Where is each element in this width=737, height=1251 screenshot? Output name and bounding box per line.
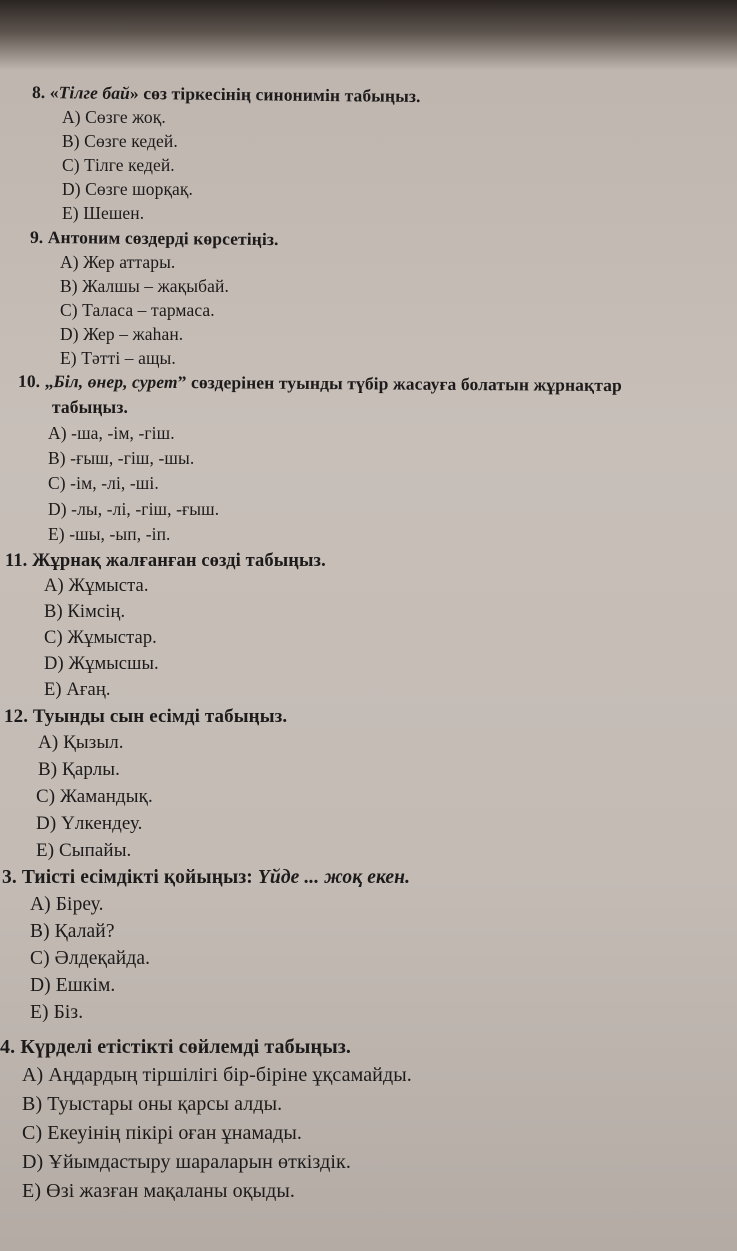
question-text-continued: табыңыз. <box>52 397 128 417</box>
option-b: B) Сөзге кедей. <box>62 131 178 151</box>
option-e: E) -шы, -ып, -іп. <box>48 524 171 544</box>
option-e: E) Шешен. <box>62 203 145 223</box>
option-a: A) Жұмыста. <box>44 576 149 596</box>
option-a: A) -ша, -ім, -гіш. <box>48 423 175 443</box>
option-c: C) Тілге кедей. <box>62 155 175 175</box>
quoted-phrase: Үйде ... жоқ екен. <box>257 867 411 888</box>
option-d: D) Ешкім. <box>30 975 116 996</box>
question-text: 10. „Біл, өнер, сурет” сөздерінен туынды түбір жасауға болатын жұрнақтар <box>17 370 622 396</box>
option-a: A) Жер аттары. <box>60 252 176 272</box>
question-number: 3. <box>2 867 17 888</box>
page-shadow <box>0 0 737 70</box>
option-e: E) Тәтті – ащы. <box>60 348 176 368</box>
option-a: A) Біреу. <box>30 894 104 915</box>
quoted-phrase: Тілге бай <box>58 82 131 103</box>
option-d: D) Ұйымдастыру шараларын өткіздік. <box>22 1151 351 1173</box>
option-d: D) Жер – жаһан. <box>60 324 184 344</box>
option-d: D) Сөзге шорқақ. <box>62 179 193 199</box>
question-number: 11. <box>5 551 28 571</box>
option-a: A) Аңдардың тіршілігі бір-біріне ұқсамайды. <box>22 1064 412 1086</box>
option-b: B) Жалшы – жақыбай. <box>60 276 229 296</box>
question-number: 10. <box>17 370 41 392</box>
question-number: 4. <box>0 1036 16 1058</box>
option-d: D) -лы, -лі, -гіш, -ғыш. <box>48 499 220 519</box>
option-e: E) Ағаң. <box>44 680 111 700</box>
question-text: 9. Антоним сөздерді көрсетіңіз. <box>29 226 279 250</box>
option-b: B) Қарлы. <box>38 759 121 780</box>
question-number: 12. <box>4 706 29 727</box>
option-e: E) Өзі жазған мақаланы оқыды. <box>22 1180 295 1202</box>
option-d: D) Жұмысшы. <box>44 654 159 674</box>
option-c: C) Екеуінің пікірі оған ұнамады. <box>22 1122 302 1144</box>
option-a: A) Қызыл. <box>38 732 124 753</box>
option-d: D) Үлкендеу. <box>36 813 143 834</box>
option-c: C) Жұмыстар. <box>44 628 157 648</box>
option-c: C) Жамандық. <box>36 786 153 807</box>
option-c: C) Таласа – тармаса. <box>60 300 215 320</box>
question-number: 8. <box>31 81 46 103</box>
question-text: 4. Күрделі етістікті сөйлемді табыңыз. <box>0 1036 352 1058</box>
quoted-phrase: Біл, өнер, сурет <box>53 371 178 393</box>
option-b: B) Кімсің. <box>44 602 126 622</box>
option-e: E) Сыпайы. <box>36 840 132 861</box>
option-b: B) -ғыш, -гіш, -шы. <box>48 448 195 468</box>
option-c: C) Әлдеқайда. <box>30 948 151 969</box>
option-b: B) Қалай? <box>30 921 115 942</box>
option-e: E) Біз. <box>30 1002 84 1023</box>
option-b: B) Туыстары оны қарсы алды. <box>22 1093 283 1115</box>
question-number: 9. <box>29 226 44 248</box>
option-c: C) -ім, -лі, -ші. <box>48 473 159 493</box>
question-text: 11. Жұрнақ жалғанған сөзді табыңыз. <box>5 551 326 571</box>
option-a: A) Сөзге жоқ. <box>62 107 166 127</box>
question-text: 8. «Тілге бай» сөз тіркесінің синонимін табыңыз. <box>31 81 421 107</box>
question-text: 3. Тиісті есімдікті қойыңыз: Үйде ... жоқ екен. <box>2 867 411 888</box>
question-text: 12. Туынды сын есімді табыңыз. <box>4 706 288 727</box>
